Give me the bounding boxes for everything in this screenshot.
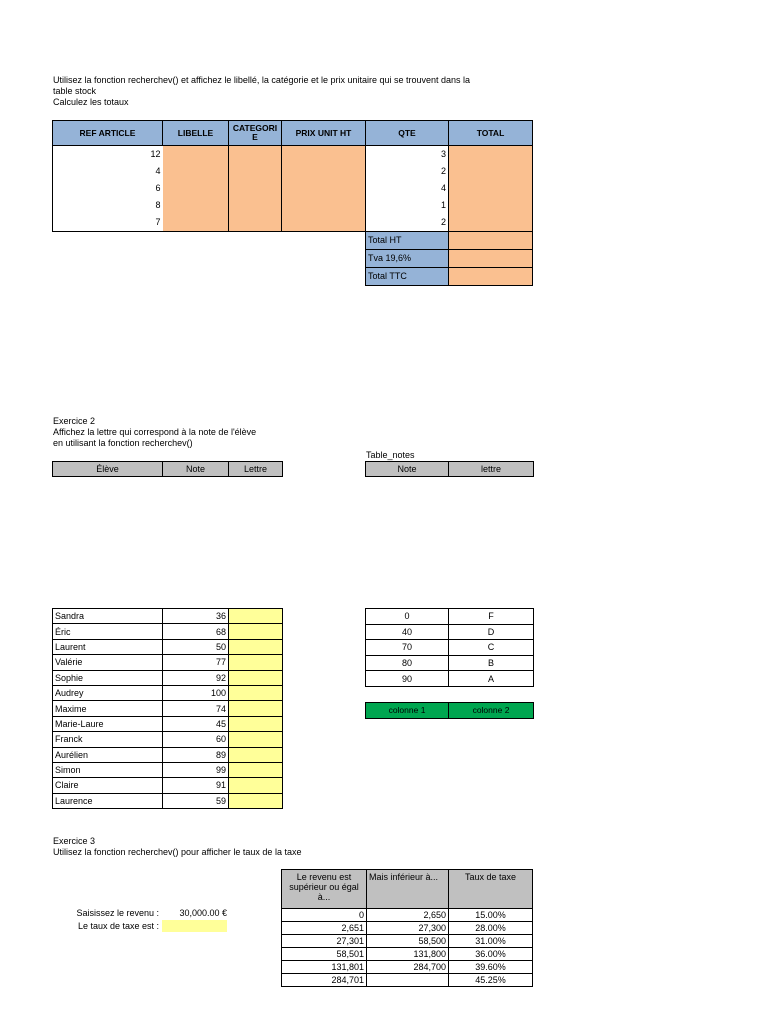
student-lettre[interactable] [229, 685, 283, 700]
table-row [53, 180, 533, 197]
table-row [282, 935, 533, 948]
table-notes-label: Table_notes [366, 450, 415, 460]
table-row [282, 909, 533, 922]
ref-cell[interactable]: 7 [53, 214, 163, 232]
libelle-cell[interactable] [163, 197, 229, 214]
table-row [53, 655, 283, 670]
student-lettre[interactable] [229, 793, 283, 808]
header-categorie[interactable]: CATEGORIE [229, 121, 282, 146]
student-name[interactable]: Maxime [53, 701, 163, 716]
header-total[interactable]: TOTAL [449, 121, 533, 146]
table-row [53, 793, 283, 808]
ex2-title: Exercice 2 [53, 416, 96, 426]
tax-rate[interactable]: 45.25% [449, 974, 533, 987]
notes-header [365, 461, 534, 477]
header-mais-inferieur[interactable]: Mais inférieur à... [367, 870, 449, 909]
ex1-instruction-line2: table stock [53, 86, 97, 96]
grade-note[interactable]: 0 [366, 609, 449, 625]
tax-rate[interactable]: 28.00% [449, 922, 533, 935]
tax-rate[interactable]: 36.00% [449, 948, 533, 961]
grade-lettre[interactable]: D [449, 624, 534, 640]
header-ref-article[interactable]: REF ARTICLE [53, 121, 163, 146]
tax-min[interactable]: 58,501 [282, 948, 367, 961]
ref-cell[interactable]: 12 [53, 146, 163, 164]
rate-output[interactable] [162, 920, 227, 932]
student-name[interactable]: Audrey [53, 685, 163, 700]
tax-min[interactable]: 27,301 [282, 935, 367, 948]
ex1-instruction-line1: Utilisez la fonction recherchev() et affichez le libellé, la catégorie et le prix unitaire qui se trouvent dans la [53, 75, 471, 85]
student-note[interactable]: 99 [163, 762, 229, 777]
prix-cell[interactable] [282, 180, 366, 197]
student-name[interactable]: Sandra [53, 609, 163, 624]
table-row [282, 974, 533, 987]
total-ht-row [53, 232, 533, 250]
table-row [53, 639, 283, 654]
tax-max[interactable]: 131,800 [367, 948, 449, 961]
students-table [52, 608, 283, 809]
student-name[interactable]: Aurélien [53, 747, 163, 762]
table-row [366, 640, 534, 656]
ref-cell[interactable]: 8 [53, 197, 163, 214]
student-note[interactable]: 45 [163, 716, 229, 731]
student-name[interactable]: Simon [53, 762, 163, 777]
student-note[interactable]: 77 [163, 655, 229, 670]
libelle-cell[interactable] [163, 146, 229, 164]
grade-lettre[interactable]: B [449, 655, 534, 671]
tax-min[interactable]: 0 [282, 909, 367, 922]
qte-cell[interactable]: 4 [366, 180, 449, 197]
header-prix-unit-ht[interactable]: PRIX UNIT HT [282, 121, 366, 146]
tax-max[interactable]: 284,700 [367, 961, 449, 974]
student-name[interactable]: Franck [53, 732, 163, 747]
table-row [53, 214, 533, 232]
total-ttc-value[interactable] [449, 268, 533, 286]
tax-rate[interactable]: 31.00% [449, 935, 533, 948]
student-lettre[interactable] [229, 762, 283, 777]
ex1-header-row [53, 121, 533, 146]
qte-cell[interactable]: 1 [366, 197, 449, 214]
table-row [366, 671, 534, 687]
ex1-instruction-line3: Calculez les totaux [53, 97, 129, 107]
tax-max[interactable]: 27,300 [367, 922, 449, 935]
student-name[interactable]: Valérie [53, 655, 163, 670]
student-lettre[interactable] [229, 670, 283, 685]
table-row [53, 197, 533, 214]
student-lettre[interactable] [229, 747, 283, 762]
qte-cell[interactable]: 2 [366, 163, 449, 180]
header-notes-note[interactable]: Note [366, 462, 449, 477]
qte-cell[interactable]: 3 [366, 146, 449, 164]
student-lettre[interactable] [229, 655, 283, 670]
total-cell[interactable] [449, 163, 533, 180]
student-note[interactable]: 91 [163, 778, 229, 793]
grades-table [365, 608, 534, 687]
total-cell[interactable] [449, 180, 533, 197]
grade-note[interactable]: 40 [366, 624, 449, 640]
tax-min[interactable]: 284,701 [282, 974, 367, 987]
header-notes-lettre[interactable]: lettre [449, 462, 534, 477]
tax-max[interactable]: 2,650 [367, 909, 449, 922]
categorie-cell[interactable] [229, 180, 282, 197]
colonne-1-label: colonne 1 [366, 703, 449, 719]
table-row [53, 701, 283, 716]
student-note[interactable]: 60 [163, 732, 229, 747]
ref-cell[interactable]: 6 [53, 180, 163, 197]
tax-rate[interactable]: 15.00% [449, 909, 533, 922]
table-row [53, 762, 283, 777]
student-note[interactable]: 36 [163, 609, 229, 624]
student-note[interactable]: 50 [163, 639, 229, 654]
ex2-instruction-line2: en utilisant la fonction recherchev() [53, 438, 193, 448]
table-row [53, 163, 533, 180]
table-row [53, 146, 533, 164]
student-name[interactable]: Claire [53, 778, 163, 793]
tax-table [281, 869, 533, 987]
prix-cell[interactable] [282, 163, 366, 180]
revenue-label: Saisissez le revenu : [76, 908, 159, 918]
table-row [53, 685, 283, 700]
table-row [366, 655, 534, 671]
header-qte[interactable]: QTE [366, 121, 449, 146]
total-cell[interactable] [449, 197, 533, 214]
table-row [282, 948, 533, 961]
total-cell[interactable] [449, 146, 533, 164]
total-cell[interactable] [449, 214, 533, 232]
header-eleve[interactable]: Élève [53, 462, 163, 477]
table-row [53, 624, 283, 639]
table-row [366, 624, 534, 640]
student-note[interactable]: 74 [163, 701, 229, 716]
grade-note[interactable]: 70 [366, 640, 449, 656]
table-row [282, 961, 533, 974]
rate-label: Le taux de taxe est : [77, 921, 159, 931]
student-lettre[interactable] [229, 701, 283, 716]
table-row [53, 778, 283, 793]
student-lettre[interactable] [229, 732, 283, 747]
tax-header-row [282, 870, 533, 909]
table-row [53, 716, 283, 731]
tax-min[interactable]: 131,801 [282, 961, 367, 974]
grade-note[interactable]: 80 [366, 655, 449, 671]
libelle-cell[interactable] [163, 214, 229, 232]
table-row [53, 747, 283, 762]
tva-row [53, 250, 533, 268]
ex1-table [52, 120, 533, 286]
revenue-input[interactable]: 30,000.00 € [179, 908, 227, 918]
header-lettre[interactable]: Lettre [229, 462, 283, 477]
header-taux-de-taxe[interactable]: Taux de taxe [449, 870, 533, 909]
table-row [366, 609, 534, 625]
ex3-title: Exercice 3 [53, 836, 96, 846]
ref-cell[interactable]: 4 [53, 163, 163, 180]
ex2-instruction-line1: Affichez la lettre qui correspond à la note de l'élève [53, 427, 257, 437]
grade-note[interactable]: 90 [366, 671, 449, 687]
total-ht-label: Total HT [366, 232, 449, 250]
prix-cell[interactable] [282, 197, 366, 214]
header-revenu-superieur[interactable]: Le revenu est supérieur ou égal à... [282, 870, 367, 909]
student-lettre[interactable] [229, 778, 283, 793]
categorie-cell[interactable] [229, 197, 282, 214]
student-note[interactable]: 59 [163, 793, 229, 808]
total-ttc-row [53, 268, 533, 286]
columns-legend [365, 702, 534, 719]
student-lettre[interactable] [229, 716, 283, 731]
student-name[interactable]: Laurent [53, 639, 163, 654]
categorie-cell[interactable] [229, 214, 282, 232]
table-row [53, 670, 283, 685]
student-name[interactable]: Marie-Laure [53, 716, 163, 731]
tva-value[interactable] [449, 250, 533, 268]
student-lettre[interactable] [229, 609, 283, 624]
colonne-2-label: colonne 2 [449, 703, 534, 719]
categorie-cell[interactable] [229, 146, 282, 164]
tax-rate[interactable]: 39.60% [449, 961, 533, 974]
ex3-instruction: Utilisez la fonction recherchev() pour afficher le taux de la taxe [53, 847, 302, 857]
student-note[interactable]: 89 [163, 747, 229, 762]
grade-lettre[interactable]: F [449, 609, 534, 625]
prix-cell[interactable] [282, 214, 366, 232]
table-row [282, 922, 533, 935]
prix-cell[interactable] [282, 146, 366, 164]
header-libelle[interactable]: LIBELLE [163, 121, 229, 146]
grade-lettre[interactable]: A [449, 671, 534, 687]
qte-cell[interactable]: 2 [366, 214, 449, 232]
student-name[interactable]: Éric [53, 624, 163, 639]
tax-max[interactable] [367, 974, 449, 987]
header-note[interactable]: Note [163, 462, 229, 477]
student-note[interactable]: 92 [163, 670, 229, 685]
student-lettre[interactable] [229, 639, 283, 654]
tax-min[interactable]: 2,651 [282, 922, 367, 935]
student-note[interactable]: 100 [163, 685, 229, 700]
student-lettre[interactable] [229, 624, 283, 639]
student-name[interactable]: Sophie [53, 670, 163, 685]
total-ttc-label: Total TTC [366, 268, 449, 286]
total-ht-value[interactable] [449, 232, 533, 250]
students-header [52, 461, 283, 477]
libelle-cell[interactable] [163, 163, 229, 180]
tax-max[interactable]: 58,500 [367, 935, 449, 948]
table-row [53, 609, 283, 624]
grade-lettre[interactable]: C [449, 640, 534, 656]
student-name[interactable]: Laurence [53, 793, 163, 808]
student-note[interactable]: 68 [163, 624, 229, 639]
categorie-cell[interactable] [229, 163, 282, 180]
table-row [53, 732, 283, 747]
tva-label: Tva 19,6% [366, 250, 449, 268]
libelle-cell[interactable] [163, 180, 229, 197]
